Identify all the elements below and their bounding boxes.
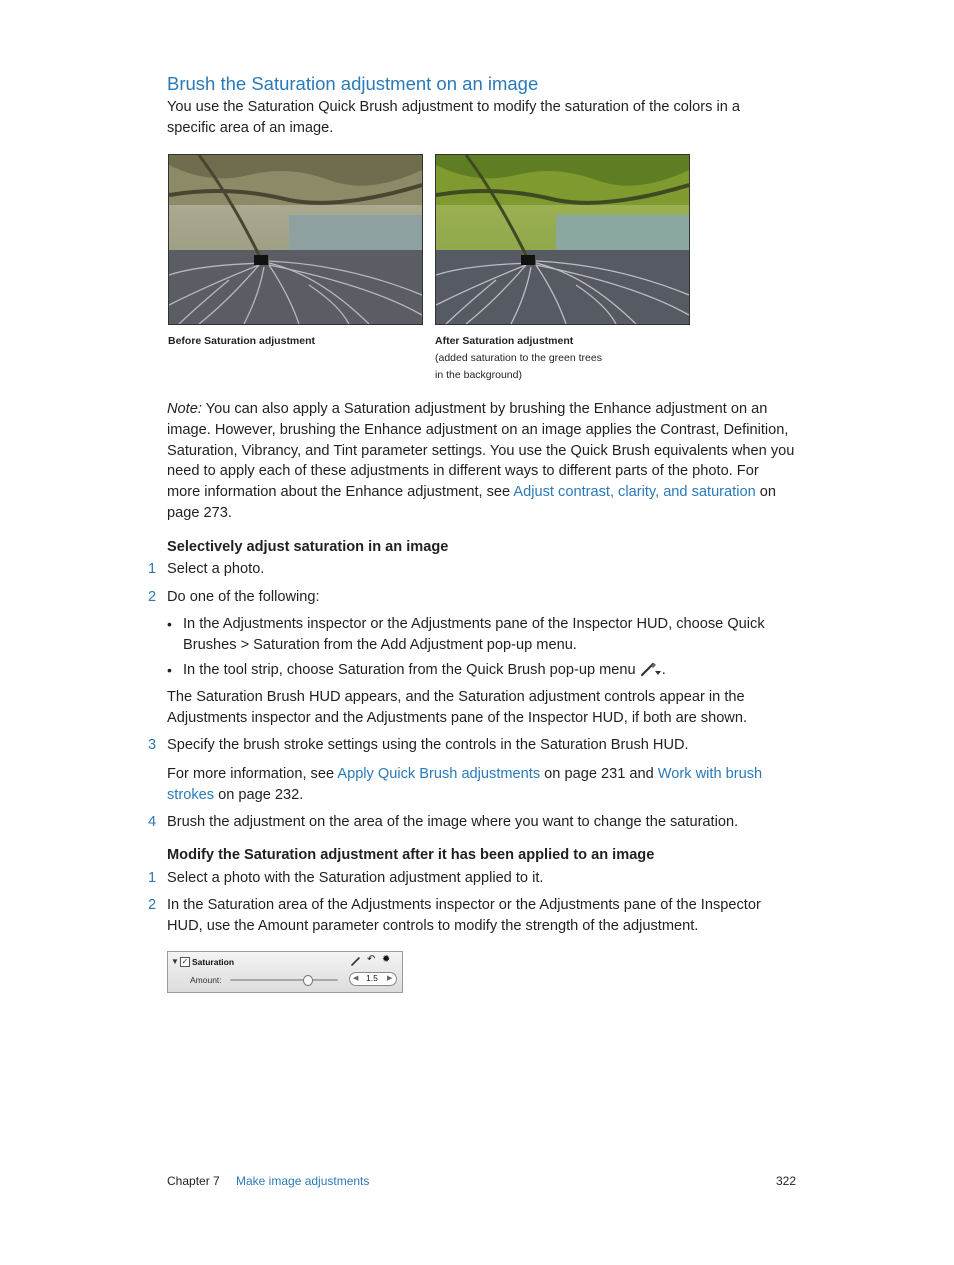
saturation-checkbox[interactable]: ✓ (181, 957, 189, 966)
step-text: In the Saturation area of the Adjustments inspector or the Adjustments pane of the Inspector HUD, use the Amount parameter controls to modify the strength of the adjustment. (167, 897, 761, 934)
reset-icon[interactable]: ↶ (367, 954, 376, 965)
subheading-selectively-adjust: Selectively adjust saturation in an image (167, 539, 449, 555)
step-text: Do one of the following: (167, 589, 320, 605)
bullet-marker: • (167, 616, 172, 632)
before-photo (168, 154, 423, 325)
link-work-with-brush-strokes[interactable]: Work with brush strokes (167, 766, 763, 803)
increment-arrow-icon[interactable]: ▶ (387, 975, 393, 982)
quick-brush-icon (640, 661, 662, 684)
amount-stepper[interactable] (349, 972, 397, 986)
subheading-modify-saturation: Modify the Saturation adjustment after it has been applied to an image (167, 847, 655, 863)
step-text: Specify the brush stroke settings using the controls in the Saturation Brush HUD. (167, 737, 689, 753)
step-number: 2 (148, 589, 157, 605)
step-number: 4 (148, 814, 157, 830)
saturation-adjustment-panel (167, 951, 403, 993)
page-number: 322 (776, 1174, 797, 1188)
footer-chapter-title-link[interactable]: Make image adjustments (236, 1174, 370, 1188)
step-number: 2 (148, 897, 157, 913)
amount-label: Amount: (190, 975, 222, 985)
intro-paragraph: You use the Saturation Quick Brush adjustment to modify the saturation of the colors in a specific area of an image. (167, 99, 740, 136)
amount-slider-thumb[interactable] (303, 975, 313, 986)
step-text: Brush the adjustment on the area of the image where you want to change the saturation. (167, 814, 739, 830)
note-label: Note: (167, 401, 202, 417)
after-photo (435, 154, 690, 325)
decrement-arrow-icon[interactable]: ◀ (353, 975, 359, 982)
step-number: 1 (148, 561, 157, 577)
bullet-text: In the tool strip, choose Saturation from the Quick Brush pop-up menu . (183, 660, 783, 684)
gear-icon[interactable]: ✹ (382, 954, 391, 965)
after-caption: After Saturation adjustment (added saturation to the green trees in the background) (435, 335, 602, 381)
bullet-marker: • (167, 662, 172, 678)
link-apply-quick-brush[interactable]: Apply Quick Brush adjustments (337, 766, 541, 782)
link-adjust-contrast[interactable]: Adjust contrast, clarity, and saturation (513, 484, 756, 501)
footer-chapter: Chapter 7 (167, 1174, 220, 1188)
more-info-paragraph: For more information, see Apply Quick Brush adjustments on page 231 and Work with brush strokes on page 232. (167, 766, 763, 803)
section-heading: Brush the Saturation adjustment on an image (167, 73, 539, 94)
saturation-title: Saturation (192, 957, 235, 967)
bullet-text: In the Adjustments inspector or the Adjustments pane of the Inspector HUD, choose Quick Brushes > Saturation from the Add Adjustment pop-up menu. (183, 616, 765, 653)
before-caption: Before Saturation adjustment (168, 335, 316, 347)
step-text: Select a photo with the Saturation adjustment applied to it. (167, 870, 544, 886)
amount-slider[interactable] (230, 979, 338, 981)
paragraph-hud-appears: The Saturation Brush HUD appears, and the Saturation adjustment controls appear in the Adjustments inspector and the Adjustments pane of the Inspector HUD, if both are shown. (167, 689, 748, 726)
step-text: Select a photo. (167, 561, 265, 577)
note-paragraph: Note: You can also apply a Saturation adjustment by brushing the Enhance adjustment on an image. However, brushing the Enhance adjustment on an image applies the Contrast, Definition, Saturation, Vibrancy, and Tint parameter settings. You use the Quick Brush equivalents when you need to apply each of these adjustments in different ways to different parts of the photo. For more information about the Enhance adjustment, see Adjust contrast, clarity, and saturation on page 273. (167, 401, 795, 521)
amount-value[interactable]: 1.5 (366, 973, 378, 983)
step-number: 3 (148, 737, 157, 753)
step-number: 1 (148, 870, 157, 886)
disclosure-triangle-icon[interactable]: ▼ (171, 957, 179, 966)
brush-icon[interactable] (350, 955, 362, 969)
